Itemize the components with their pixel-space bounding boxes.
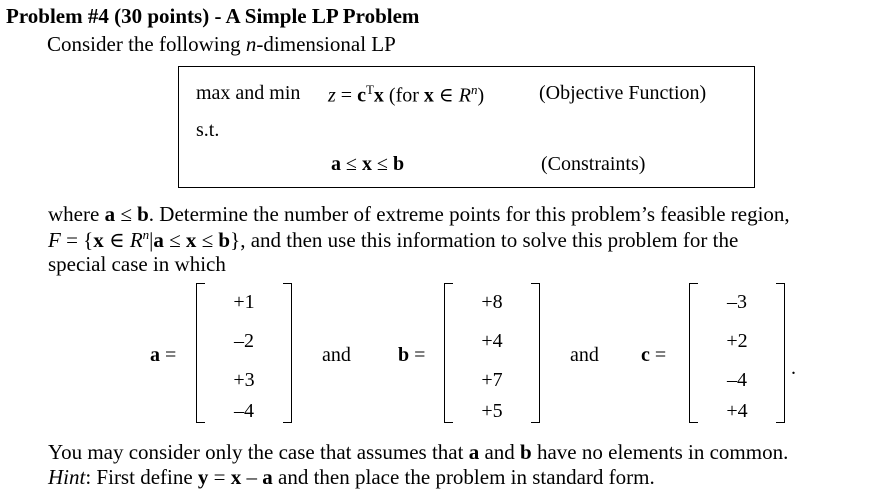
vector-b-entry-1: +8 — [481, 291, 503, 313]
vector-b-entry-3: +7 — [481, 369, 503, 391]
vector-a-entry-1: +1 — [233, 291, 255, 313]
vector-a-entry-2: –2 — [234, 330, 254, 352]
body-line-2: F = {x ∈ $R^n|a \le x \le b$}, and then use this information to solve this problem for the — [48, 227, 739, 252]
vector-c-label: c = — [641, 344, 667, 366]
objective-equation: $z = c^Tx$ (for x ∈ $R^n$) — [328, 82, 485, 107]
body-line-3: special case in which — [48, 252, 226, 276]
vector-a-label: a = — [150, 344, 177, 366]
problem-intro: Consider the following n-dimensional LP — [47, 32, 396, 56]
vector-c-entry-3: –4 — [727, 369, 747, 391]
vector-b — [444, 283, 540, 423]
vector-c — [689, 283, 785, 423]
objective-tag: (Objective Function) — [539, 82, 707, 104]
vector-b-entry-2: +4 — [481, 330, 503, 352]
hint-label: Hint — [48, 465, 86, 489]
sentence-period: . — [791, 357, 796, 379]
and-label-1: and — [322, 344, 351, 366]
vector-b-entry-4: +5 — [481, 400, 503, 422]
vector-c-entry-2: +2 — [726, 330, 748, 352]
constraint-equation: a ≤ x ≤ b — [331, 153, 405, 175]
closing-line: You may consider only the case that assumes that a and b have no elements in common. — [48, 440, 789, 464]
problem-title: Problem #4 (30 points) - A Simple LP Problem — [6, 4, 420, 28]
lp-formulation-box — [178, 66, 755, 188]
and-label-2: and — [570, 344, 599, 366]
vector-b-label: b = — [398, 344, 426, 366]
vector-a-entry-4: –4 — [234, 400, 254, 422]
subject-to-label: s.t. — [196, 119, 220, 141]
body-line-1: where a ≤ b. Determine the number of extreme points for this problem’s feasible region, — [48, 202, 790, 226]
objective-label: max and min — [196, 82, 301, 104]
vector-a-entry-3: +3 — [233, 369, 255, 391]
constraint-tag: (Constraints) — [541, 153, 646, 175]
vector-c-entry-1: –3 — [727, 291, 747, 313]
vector-a — [196, 283, 292, 423]
vector-c-entry-4: +4 — [726, 400, 748, 422]
hint-line: Hint: First define y = x – a and then place the problem in standard form. — [48, 465, 655, 489]
